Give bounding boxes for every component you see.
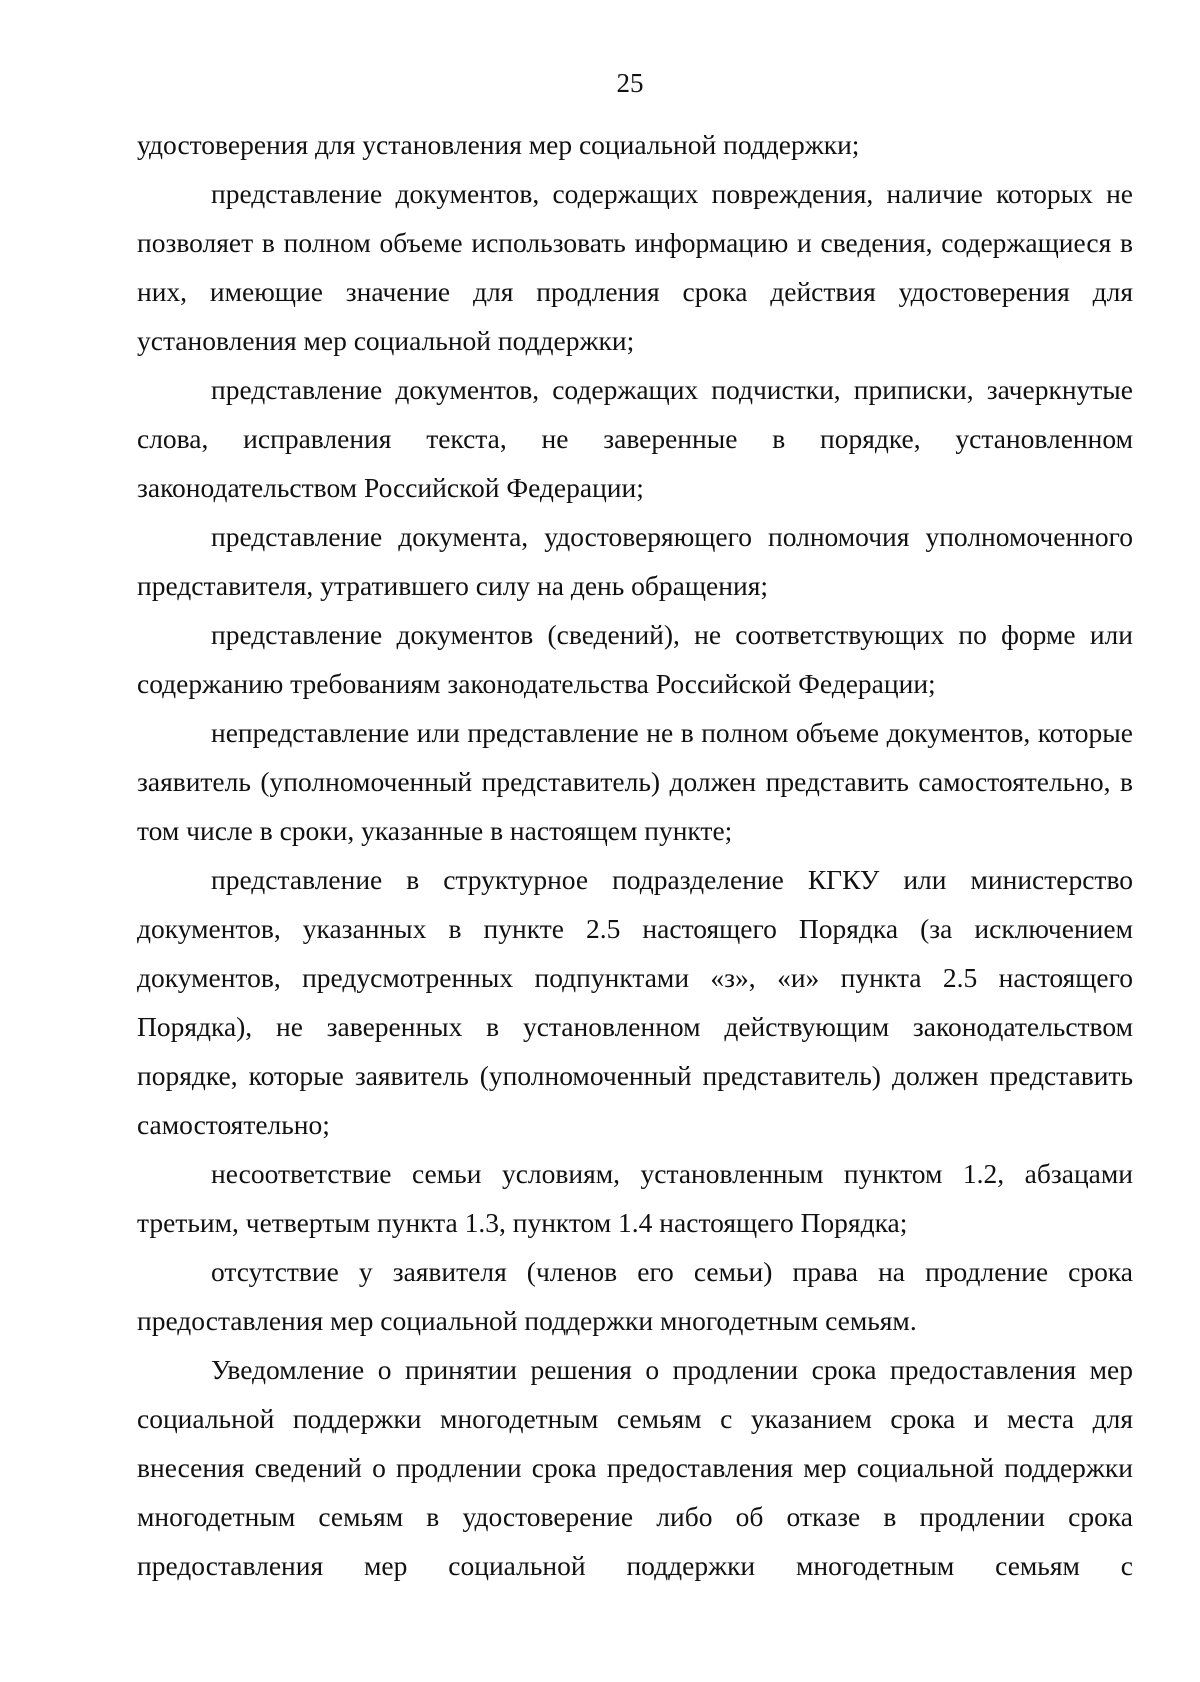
paragraph-nonconforming-documents: представление документов (сведений), не соответствующих по форме или содержанию требованиям законодательства Российской Федерации; — [137, 619, 1133, 699]
paragraph-erasures: представление документов, содержащих подчистки, приписки, зачеркнутые слова, исправления текста, не заверенные в порядке, установленном законодательством Российской Федерации; — [137, 374, 1133, 503]
document-body — [137, 120, 1133, 1590]
paragraph-incomplete-submission: непредставление или представление не в полном объеме документов, которые заявитель (уполномоченный представитель) должен представить самостоятельно, в том числе в сроки, указанные в настоящем пункте; — [137, 717, 1133, 846]
page-number: 25 — [616, 68, 644, 98]
paragraph-continuation: удостоверения для установления мер социальной поддержки; — [137, 129, 860, 160]
paragraph-notification: Уведомление о принятии решения о продлении срока предоставления мер социальной поддержки многодетным семьям с указанием срока и места для внесения сведений о продлении срока предоставления мер социальной поддержки многодетным семьям в удостоверение либо об отказе в продлении срока предоставления мер социальной поддержки многодетным семьям с — [137, 1354, 1133, 1581]
paragraph-expired-authority: представление документа, удостоверяющего полномочия уполномоченного представителя, утратившего силу на день обращения; — [137, 521, 1133, 601]
paragraph-uncertified-documents: представление в структурное подразделение КГКУ или министерство документов, указанных в пункте 2.5 настоящего Порядка (за исключением документов, предусмотренных подпунктами «з», «и» пункта 2.5 настоящего Порядка), не заверенных в установленном действующим законодательством порядке, которые заявитель (уполномоченный представитель) должен представить самостоятельно; — [137, 864, 1133, 1140]
paragraph-family-conditions: несоответствие семьи условиям, установленным пунктом 1.2, абзацами третьим, четвертым пункта 1.3, пунктом 1.4 настоящего Порядка; — [137, 1158, 1133, 1238]
paragraph-no-right: отсутствие у заявителя (членов его семьи) права на продление срока предоставления мер социальной поддержки многодетным семьям. — [137, 1256, 1133, 1336]
paragraph-damaged-documents: представление документов, содержащих повреждения, наличие которых не позволяет в полном объеме использовать информацию и сведения, содержащиеся в них, имеющие значение для продления срока действия удостоверения для установления мер социальной поддержки; — [137, 178, 1133, 356]
